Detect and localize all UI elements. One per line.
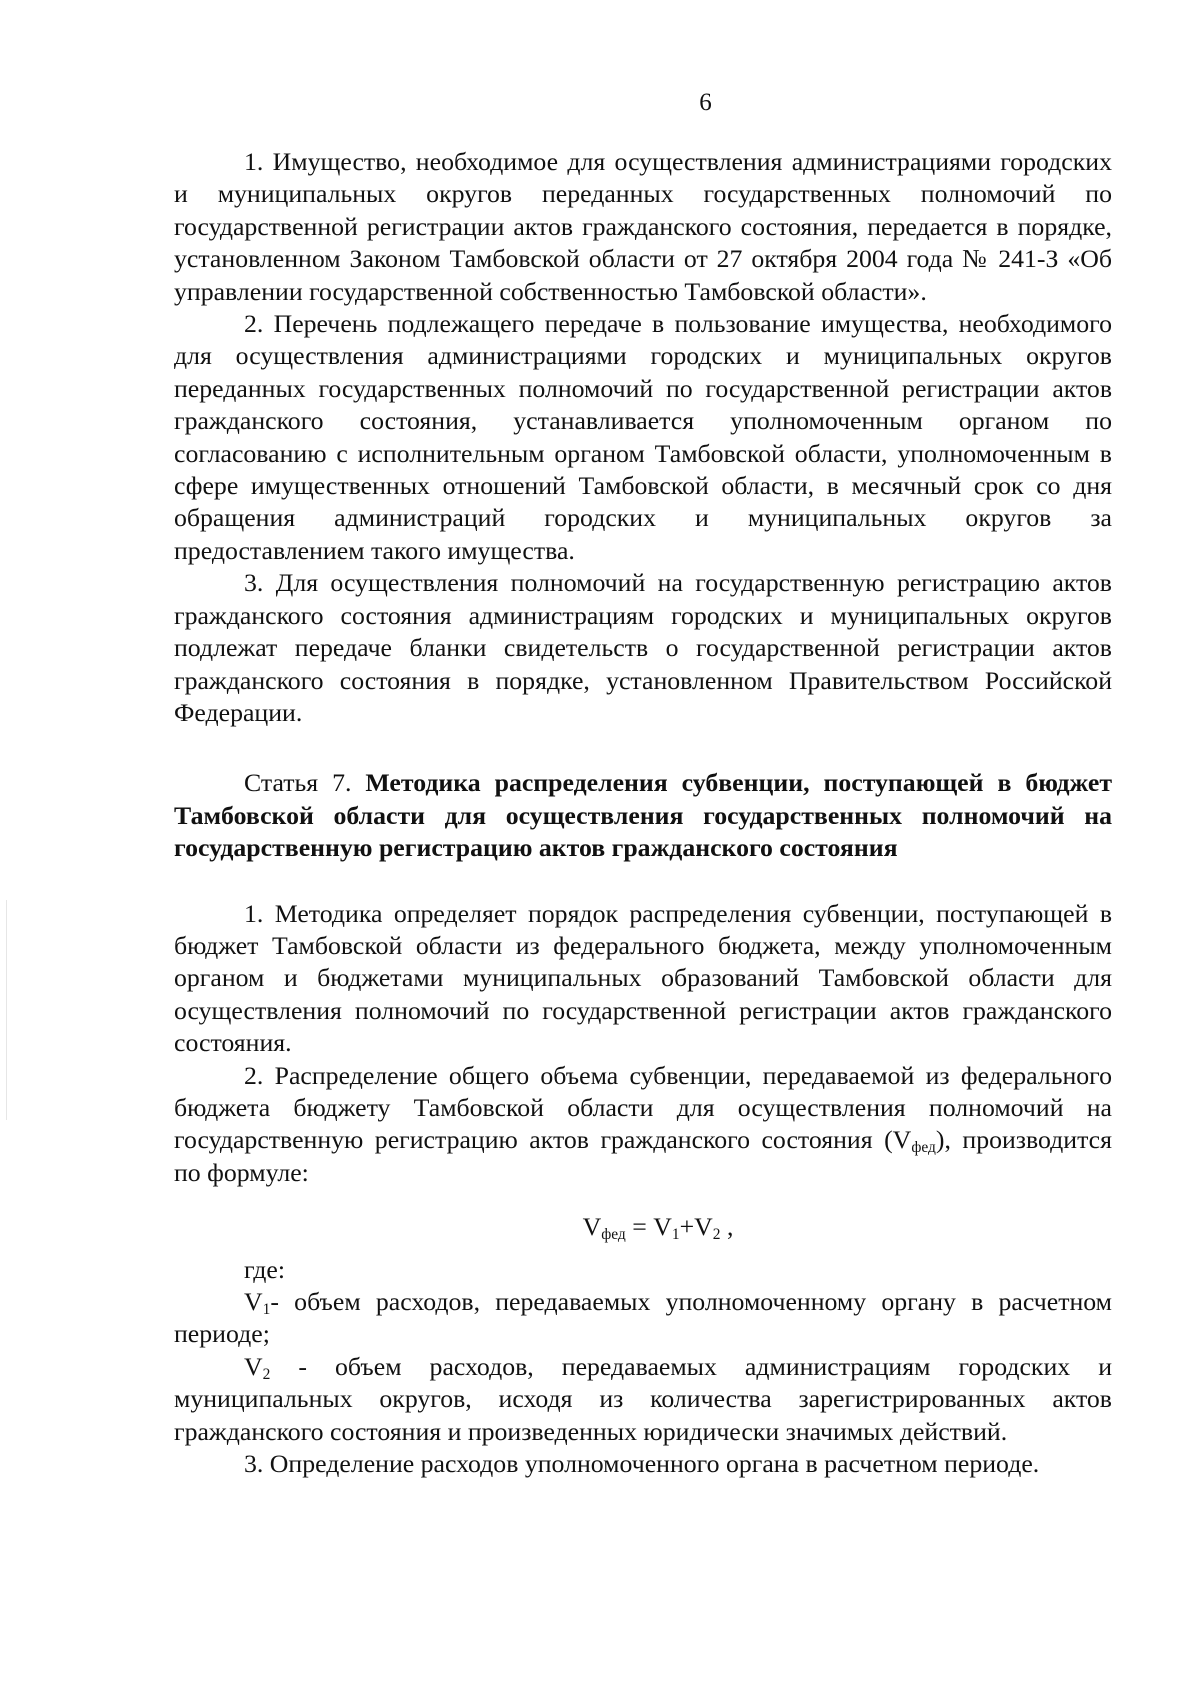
formula-lhs: V — [582, 1212, 602, 1242]
def-v2-sub: 2 — [262, 1365, 271, 1383]
def-v1-text: - объем расходов, передаваемых уполномоченному органу в расчетном периоде; — [174, 1287, 1112, 1349]
where-label: где: — [244, 1254, 286, 1284]
paragraph-property-list: 2. Перечень подлежащего передаче в пользование имущества, необходимого для осуществления администрациями городских и муниципальных округов переданных государственных полномочий по государственной регистрации актов гражданского состояния, устанавливается уполномоченным органом по согласованию с исполнительным органом Тамбовской области, уполномоченным в сфере имущественных отношений Тамбовской области, в месячный срок со дня обращения администраций городских и муниципальных округов за предоставлением такого имущества. — [174, 309, 1112, 565]
formula-end: , — [720, 1212, 734, 1242]
formula-plus: + — [679, 1212, 695, 1242]
article-label: Статья 7. — [244, 768, 352, 798]
formula-v1: V — [653, 1212, 672, 1242]
definition-v2 — [174, 1351, 1112, 1448]
paragraph-expenses: 3. Определение расходов уполномоченного органа в расчетном периоде. — [244, 1449, 1040, 1479]
formula-v2: V — [694, 1212, 713, 1242]
definition-v1 — [174, 1286, 1112, 1351]
paragraph-methodology: 1. Методика определяет порядок распределения субвенции, поступающей в бюджет Тамбовской области из федерального бюджета, между уполномоченным органом и бюджетами муниципальных образований Тамбовской области для осуществления полномочий по государственной регистрации актов гражданского состояния. — [174, 898, 1112, 1058]
formula-v1-sub: 1 — [671, 1226, 680, 1244]
scan-edge-mark — [6, 900, 7, 1120]
distribution-subscript: фед — [911, 1139, 936, 1157]
def-v1-sub: 1 — [262, 1300, 271, 1318]
formula — [174, 1211, 1112, 1243]
page-number: 6 — [699, 89, 712, 116]
distribution-tail: ), производится по формуле: — [174, 1125, 1112, 1187]
formula-v2-sub: 2 — [712, 1226, 721, 1244]
def-v1-symbol: V — [244, 1287, 263, 1316]
paragraph-distribution — [174, 1060, 1112, 1190]
article-title: Методика распределения субвенции, поступающей в бюджет Тамбовской области для осуществления государственных полномочий на государственную регистрацию актов гражданского состояния — [174, 768, 1113, 863]
def-v2-symbol: V — [244, 1351, 263, 1381]
formula-lhs-sub: фед — [601, 1226, 626, 1244]
formula-equals: = — [625, 1212, 654, 1242]
distribution-text: 2. Распределение общего объема субвенции, передаваемой из федерального бюджета бюджету Тамбовской области для осуществления полномочий на государственную регистрацию актов гражданского состояния (V — [174, 1060, 1112, 1155]
paragraph-property-transfer: 1. Имущество, необходимое для осуществления администрациями городских и муниципальных округов переданных государственных полномочий по государственной регистрации актов гражданского состояния, передается в порядке, установленном Законом Тамбовской области от 27 октября 2004 года № 241-З «Об управлении государственной собственностью Тамбовской области». — [174, 147, 1112, 306]
article-heading — [174, 767, 1112, 864]
paragraph-certificate-forms: 3. Для осуществления полномочий на государственную регистрацию актов гражданского состояния администрациям городских и муниципальных округов подлежат передаче бланки свидетельств о государственной регистрации актов гражданского состояния в порядке, установленном Правительством Российской Федерации. — [174, 568, 1112, 727]
def-v2-text: - объем расходов, передаваемых администрациям городских и муниципальных округов, исходя из количества зарегистрированных актов гражданского состояния и произведенных юридически значимых действий. — [174, 1351, 1112, 1446]
